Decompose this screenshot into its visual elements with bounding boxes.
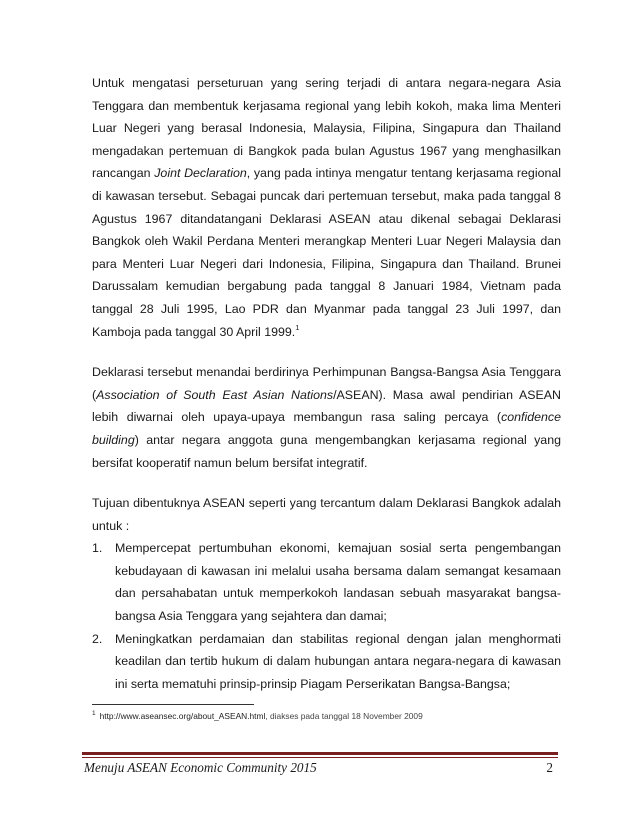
list-item-text: Mempercepat pertumbuhan ekonomi, kemajuan sosial serta pengembangan kebudayaan di kawasan ini melalui usaha bersama dalam semangat kesamaan dan persahabatan untuk memperkokoh landasan sebuah masyarakat bangsa-bangsa Asia Tenggara yang sejahtera dan damai;: [115, 541, 561, 624]
paragraph-text: , yang pada intinya mengatur tentang kerjasama regional di kawasan tersebut. Sebagai puncak dari pertemuan tersebut, maka pada tanggal 8 Agustus 1967 ditandatangani Deklarasi ASEAN atau dikenal sebagai Deklarasi Bangkok oleh Wakil Perdana Menteri merangkap Menteri Luar Negeri Malaysia dan para Menteri Luar Negeri dari Indonesia, Filipina, Singapura dan Thailand. Brunei Darussalam kemudian bergabung pada tanggal 8 Januari 1984, Vietnam pada tanggal 28 Juli 1995, Lao PDR dan Myanmar pada tanggal 23 Juli 1997, dan Kamboja pada tanggal 30 April 1999.: [92, 166, 561, 339]
paragraph-asean-declaration: [92, 361, 561, 474]
paragraph-asean-history: [92, 72, 561, 343]
body-text: [92, 72, 561, 695]
list-item-number: 1.: [92, 541, 103, 556]
footer-document-title: Menuju ASEAN Economic Community 2015: [84, 760, 317, 775]
paragraph-text: Untuk mengatasi perseturuan yang sering terjadi di antara negara-negara Asia Tenggara dan membentuk kerjasama regional yang lebih kokoh, maka lima Menteri Luar Negeri yang berasal Indonesia, Malaysia, Filipina, Singapura dan Thailand mengadakan pertemuan di Bangkok pada bulan Agustus 1967 yang menghasilkan rancangan: [92, 76, 561, 181]
footer-page-number: 2: [546, 760, 553, 775]
footnote-reference[interactable]: 1: [295, 322, 300, 332]
paragraph-text: Deklarasi tersebut menandai berdirinya Perhimpunan Bangsa-Bangsa Asia Tenggara (: [92, 365, 561, 402]
italic-term-confidence-building: confidence building: [92, 410, 561, 447]
list-item: [92, 537, 561, 627]
footnote-text: , diakses pada tanggal 18 November 2009: [265, 711, 423, 721]
paragraph-asean-goals-intro: Tujuan dibentuknya ASEAN seperti yang tercantum dalam Deklarasi Bangkok adalah untuk :: [92, 496, 561, 533]
list-item-number: 2.: [92, 631, 103, 646]
italic-term-asean-name: Association of South East Asian Nations: [96, 387, 334, 402]
footer-divider-thin: [82, 757, 558, 758]
asean-goals-list: [92, 537, 561, 695]
paragraph-text: ) antar negara anggota guna mengembangkan kerjasama regional yang bersifat kooperatif namun belum bersifat integratif.: [92, 432, 561, 470]
list-item: [92, 628, 561, 696]
footnote-separator: [92, 704, 254, 705]
italic-term-joint-declaration: Joint Declaration: [154, 166, 247, 181]
list-item-text: Meningkatkan perdamaian dan stabilitas regional dengan jalan menghormati keadilan dan tertib hukum di dalam hubungan antara negara-negara di kawasan ini serta mematuhi prinsip-prinsip Piagam Perserikatan Bangsa-Bangsa;: [115, 631, 561, 691]
footnote-link[interactable]: http://www.aseansec.org/about_ASEAN.html: [99, 711, 266, 721]
footer-divider-thick: [82, 752, 558, 755]
paragraph-text: /ASEAN). Masa awal pendirian ASEAN lebih diwarnai oleh upaya-upaya membangun rasa saling percaya (: [92, 387, 561, 425]
footnote: [92, 708, 562, 722]
footnote-mark: 1: [92, 710, 96, 717]
